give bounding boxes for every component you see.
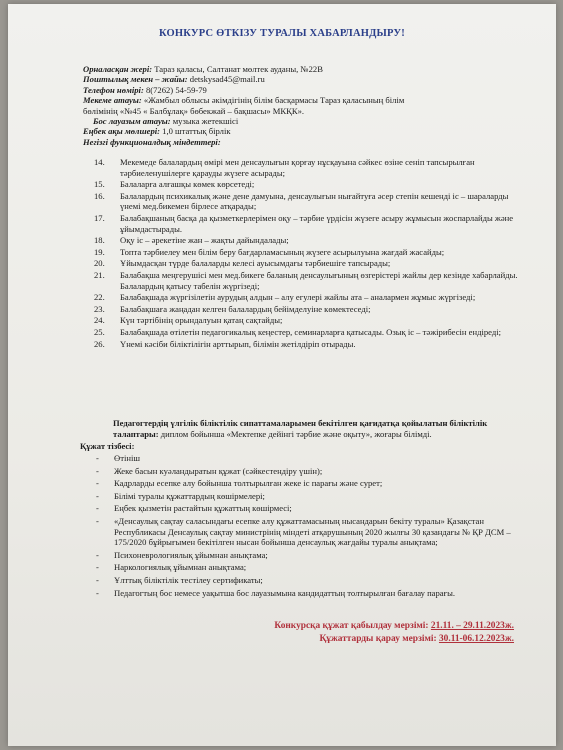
doc-text: Кадрларды есепке алу бойынша толтырылған жеке іс парағы және сурет;	[114, 478, 383, 489]
phone-line	[83, 85, 523, 95]
email-value: detskysad45@mail.ru	[187, 74, 265, 85]
bullet-dash: -	[96, 574, 99, 585]
phone-label: Телефон нөмірі:	[83, 84, 144, 95]
accept-deadline-value: 21.11. – 29.11.2023ж.	[430, 621, 514, 631]
qualifications-label: Педагогтердің үлгілік біліктілік сипаттамаларымен бекітілген қағидатқа қойылатын біліктілік талаптары:	[113, 418, 488, 439]
duty-item	[88, 304, 518, 315]
doc-item	[96, 453, 516, 464]
salary-line	[83, 126, 523, 136]
duty-text: Мекемеде балалардың өмірі мен денсаулығын қорғау нұсқауына сәйкес өзіне сеніп тапсырылған тәрбиеленушілерге қарауды жүзеге асырады;	[120, 157, 475, 178]
duty-text: Ұйымдасқан түрде балаларды келесі ауысымдағы тәрбиешіге тапсырады;	[120, 258, 391, 269]
duty-item	[88, 270, 518, 291]
duty-text: Үнемі кәсіби біліктілігін арттырып, білімін жетілдіріп отырады.	[120, 338, 356, 349]
duty-text: Балабақшада өтілетін педагогикалық кеңестер, семинарларға қатысады. Озық іс – тәжірибесін ендіреді;	[120, 326, 501, 337]
qualifications-block	[113, 418, 523, 439]
doc-item	[96, 575, 516, 586]
duty-item	[88, 315, 518, 326]
bullet-dash: -	[96, 465, 99, 476]
duty-text: Балабақшаға жаңадан келген балалардың бейімделуіне көмектеседі;	[120, 303, 371, 314]
org-line-2: бөлімінің «№45 « Балбұлақ» бөбекжай – бақшасы» МКҚК».	[83, 105, 305, 116]
doc-text: Ұлттық біліктілік тестілеу сертификаты;	[114, 574, 263, 585]
duty-item	[88, 213, 518, 234]
bullet-dash: -	[96, 549, 99, 560]
accept-deadline-label: Конкурсқа құжат қабылдау мерзімі:	[274, 621, 431, 631]
bullet-dash: -	[96, 490, 99, 501]
doc-text: Еңбек қызметін растайтын құжаттың көшірмесі;	[114, 503, 292, 514]
org-value-1: «Жамбыл облысы әкімдігінің білім басқармасы Тараз қаласының білім	[141, 95, 405, 106]
duty-number: 24.	[94, 315, 105, 326]
duty-item	[88, 235, 518, 246]
duty-text: Күн тәртібінің орындалуын қатаң сақтайды;	[120, 315, 283, 326]
bullet-dash: -	[96, 503, 99, 514]
vacancy-line	[83, 116, 523, 126]
duty-text: Оқу іс – әрекетіне жан – жақты дайындалады;	[120, 235, 289, 246]
duty-number: 21.	[94, 269, 105, 280]
vacancy-value: музыка жетекшісі	[170, 116, 239, 127]
docs-list	[96, 453, 516, 600]
duty-number: 17.	[94, 212, 105, 223]
doc-item	[96, 516, 516, 548]
location-line	[83, 64, 523, 74]
duty-item	[88, 292, 518, 303]
duty-text: Балалардың психикалық және дене дамуына, денсаулығын нығайтуға әсер степін кешенді іс – шараларды үнемі мед.бикемен бірлесе атқарады;	[120, 190, 509, 212]
doc-item	[96, 562, 516, 573]
duty-item	[88, 157, 518, 178]
doc-text: Педагогтың бос немесе уақытша бос лауазымына кандидаттың толтырылған бағалау парағы.	[114, 587, 456, 598]
duty-number: 19.	[94, 246, 105, 257]
duty-text: Балаларға алғашқы көмек көрсетеді;	[120, 179, 255, 190]
doc-item	[96, 550, 516, 561]
duty-item	[88, 179, 518, 190]
duty-item	[88, 339, 518, 350]
document-title: КОНКУРС ӨТКІЗУ ТУРАЛЫ ХАБАРЛАНДЫРУ!	[158, 28, 405, 39]
doc-item	[96, 588, 516, 599]
doc-text: Психоневрологиялық ұйымнан анықтама;	[114, 549, 268, 560]
org-line	[83, 95, 523, 105]
duty-text: Балабақшаның басқа да қызметкерлерімен оқу – тәрбие үрдісін жүзеге асыру жұмысын жоспарлайды және ұйымдастырады.	[120, 212, 514, 234]
document-sheet	[8, 4, 556, 746]
phone-value: 8(7262) 54-59-79	[143, 84, 207, 95]
accept-deadline-line	[274, 620, 514, 633]
duty-text: Топта тәрбиелеу мен білім беру бағдарламасының жүзеге асырылуына жағдай жасайды;	[120, 246, 445, 257]
deadlines-block	[274, 620, 514, 646]
email-label: Поштылық мекен – жайы:	[83, 74, 188, 85]
duty-number: 16.	[94, 190, 105, 201]
bullet-dash: -	[96, 478, 99, 489]
duty-text: Балабақша меңгерушісі мен мед.бикеге баланың денсаулығының өзгерістері жайлы дер кезінде хабарлайды. Балалардың қатысу табелін жүргізеді;	[120, 269, 518, 291]
salary-label: Еңбек ақы мөлшері:	[83, 126, 160, 137]
doc-text: Білімі туралы құжаттардың көшірмелері;	[114, 490, 265, 501]
qualifications-value: диплом бойынша «Мектепке дейінгі тәрбие және оқыту», жоғары білімді.	[158, 428, 432, 439]
bullet-dash: -	[96, 587, 99, 598]
email-line	[83, 74, 523, 84]
location-label: Орналасқан жері:	[83, 64, 153, 74]
bullet-dash: -	[96, 453, 99, 463]
docs-heading: Құжат тізбесі:	[80, 441, 135, 451]
duty-number: 22.	[94, 292, 105, 303]
duty-text: Балабақшада жүргізілетін аурудың алдын – алу егулері жайлы ата – аналармен жұмыс жүргізеді;	[120, 292, 476, 303]
doc-text: Наркологиялық ұйымнан анықтама;	[114, 562, 247, 573]
doc-item	[96, 503, 516, 514]
bullet-dash: -	[96, 562, 99, 573]
duty-item	[88, 247, 518, 258]
review-deadline-label: Құжаттарды қарау мерзімі:	[319, 634, 439, 644]
salary-value: 1,0 штаттық бірлік	[160, 126, 231, 137]
doc-item	[96, 478, 516, 489]
bullet-dash: -	[96, 515, 99, 526]
duty-number: 15.	[94, 179, 105, 190]
duty-number: 18.	[94, 235, 105, 246]
review-deadline-value: 30.11-06.12.2023ж.	[438, 634, 514, 644]
location-value: Тараз қаласы, Салтанат мөлтек ауданы, №22В	[152, 64, 323, 74]
doc-text: Өтініш	[114, 453, 140, 463]
doc-item	[96, 491, 516, 502]
info-block	[83, 64, 523, 147]
doc-text: Жеке басын куәландыратын құжат (сәйкестендіру үшін);	[114, 465, 323, 476]
duty-number: 26.	[94, 338, 105, 349]
duties-heading: Негізгі функционалдық міндеттері:	[83, 136, 221, 147]
duty-item	[88, 191, 518, 212]
duty-number: 23.	[94, 303, 105, 314]
duty-number: 20.	[94, 258, 105, 269]
duties-list	[88, 157, 518, 350]
duty-number: 25.	[94, 326, 105, 337]
duty-item	[88, 258, 518, 269]
doc-item	[96, 466, 516, 477]
vacancy-label: Бос лауазым атауы:	[93, 116, 171, 127]
duty-item	[88, 327, 518, 338]
org-label: Мекеме атауы:	[83, 95, 142, 106]
duty-number: 14.	[94, 157, 105, 167]
review-deadline-line	[274, 633, 514, 646]
doc-text: «Денсаулық сақтау саласындағы есепке алу құжаттамасының нысандарын бекіту туралы» Қазақстан Республикасы Денсаулық сақтау министрінің міндеті атқарушының 2020 жылғы 30 қазандағы № ҚР ДСМ – 175/2020 бұйрығымен бекітілген нысан бойынша денсаулық жағдайы туралы анықтама;	[114, 515, 511, 548]
